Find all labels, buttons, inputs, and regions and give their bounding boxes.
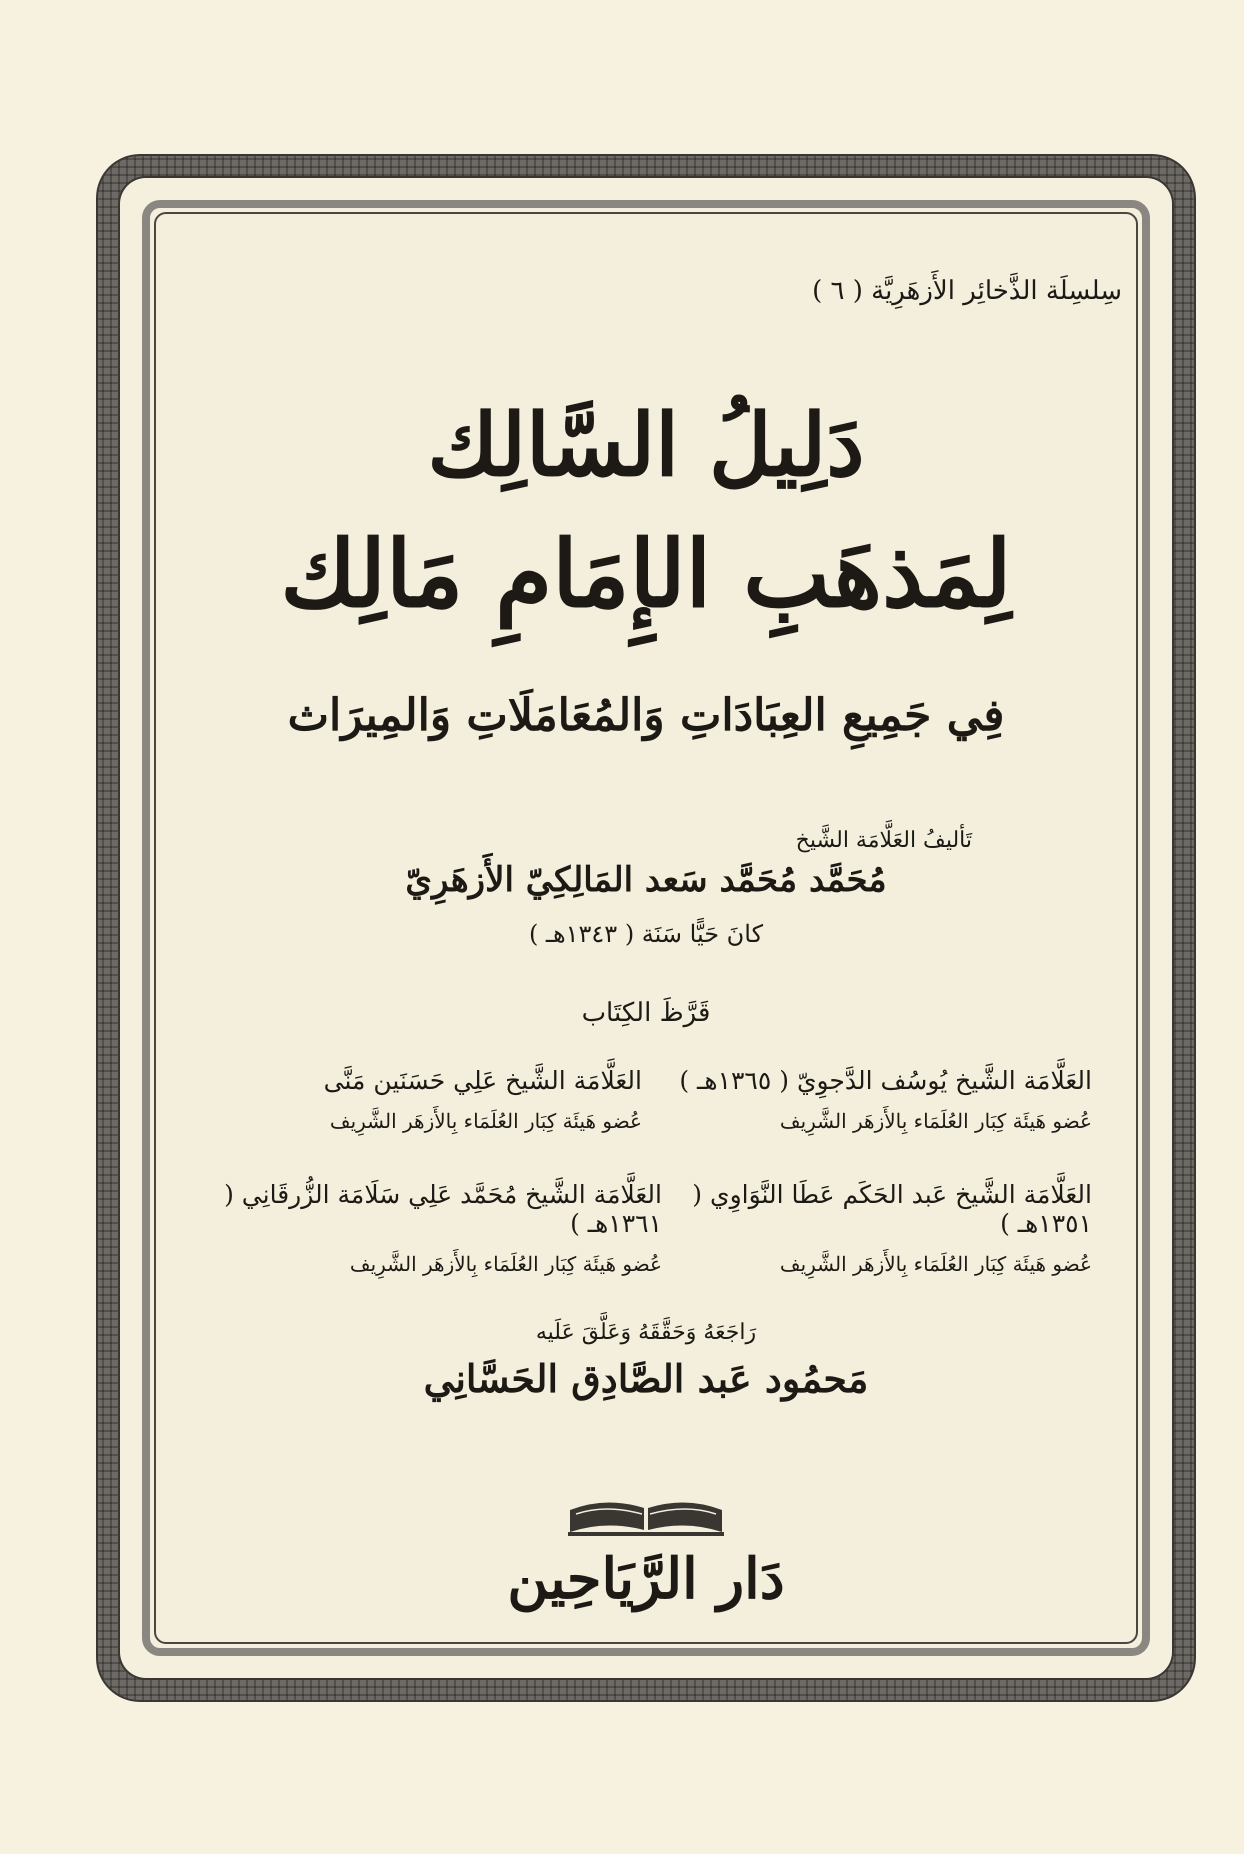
endorser-1 [632, 1066, 1092, 1133]
endorser-role: عُضو هَيئَة كِبَار العُلَمَاء بِالأَزهَر الشَّرِيف [329, 1109, 642, 1133]
reviewer-intro: رَاجَعَهُ وَحَقَّقَهُ وَعَلَّقَ عَلَيه [535, 1320, 757, 1345]
endorser-role: عُضو هَيئَة كِبَار العُلَمَاء بِالأَزهَر الشَّرِيف [349, 1252, 662, 1276]
series-label: سِلسِلَة الذَّخائِر الأَزهَرِيَّة ( ٦ ) [812, 276, 1122, 306]
endorser-name: العَلَّامَة الشَّيخ مُحَمَّد عَلِي سَلَامَة الزُّرقَانِي ( ١٣٦١هـ ) [224, 1180, 662, 1238]
book-title-line1: دَلِيلُ السَّالِك [427, 395, 865, 496]
endorsements-heading: قَرَّظَ الكِتَاب [581, 998, 711, 1028]
reviewer-name: مَحمُود عَبد الصَّادِق الحَسَّانِي [423, 1356, 869, 1401]
book-title-line2: لِمَذهَبِ الإِمَامِ مَالِك [280, 520, 1012, 628]
open-book-icon [566, 1490, 726, 1538]
endorser-4 [202, 1180, 662, 1276]
publisher-name: دَار الرَّيَاحِين [507, 1546, 785, 1612]
book-subtitle: فِي جَمِيعِ العِبَادَاتِ وَالمُعَامَلَاتِ وَالمِيرَاث [287, 690, 1005, 741]
endorser-name: العَلَّامَة الشَّيخ عَبد الحَكَم عَطَا النَّوَاوِي ( ١٣٥١هـ ) [692, 1180, 1092, 1238]
endorser-name: العَلَّامَة الشَّيخ عَلِي حَسَنَين مَنَّى [323, 1066, 642, 1095]
endorser-2 [182, 1066, 642, 1133]
endorser-role: عُضو هَيئَة كِبَار العُلَمَاء بِالأَزهَر الشَّرِيف [779, 1252, 1092, 1276]
endorser-role: عُضو هَيئَة كِبَار العُلَمَاء بِالأَزهَر الشَّرِيف [779, 1109, 1092, 1133]
endorser-3 [632, 1180, 1092, 1276]
author-years: كانَ حَيًّا سَنَة ( ١٣٤٣هـ ) [528, 920, 764, 948]
author-intro: تَأليفُ العَلَّامَة الشَّيخ [795, 828, 972, 853]
author-name: مُحَمَّد مُحَمَّد سَعد المَالِكِيّ الأَزهَرِيّ [405, 860, 887, 900]
endorser-name: العَلَّامَة الشَّيخ يُوسُف الدَّجوِيّ ( ١٣٦٥هـ ) [679, 1066, 1092, 1095]
page-content [160, 220, 1132, 1640]
